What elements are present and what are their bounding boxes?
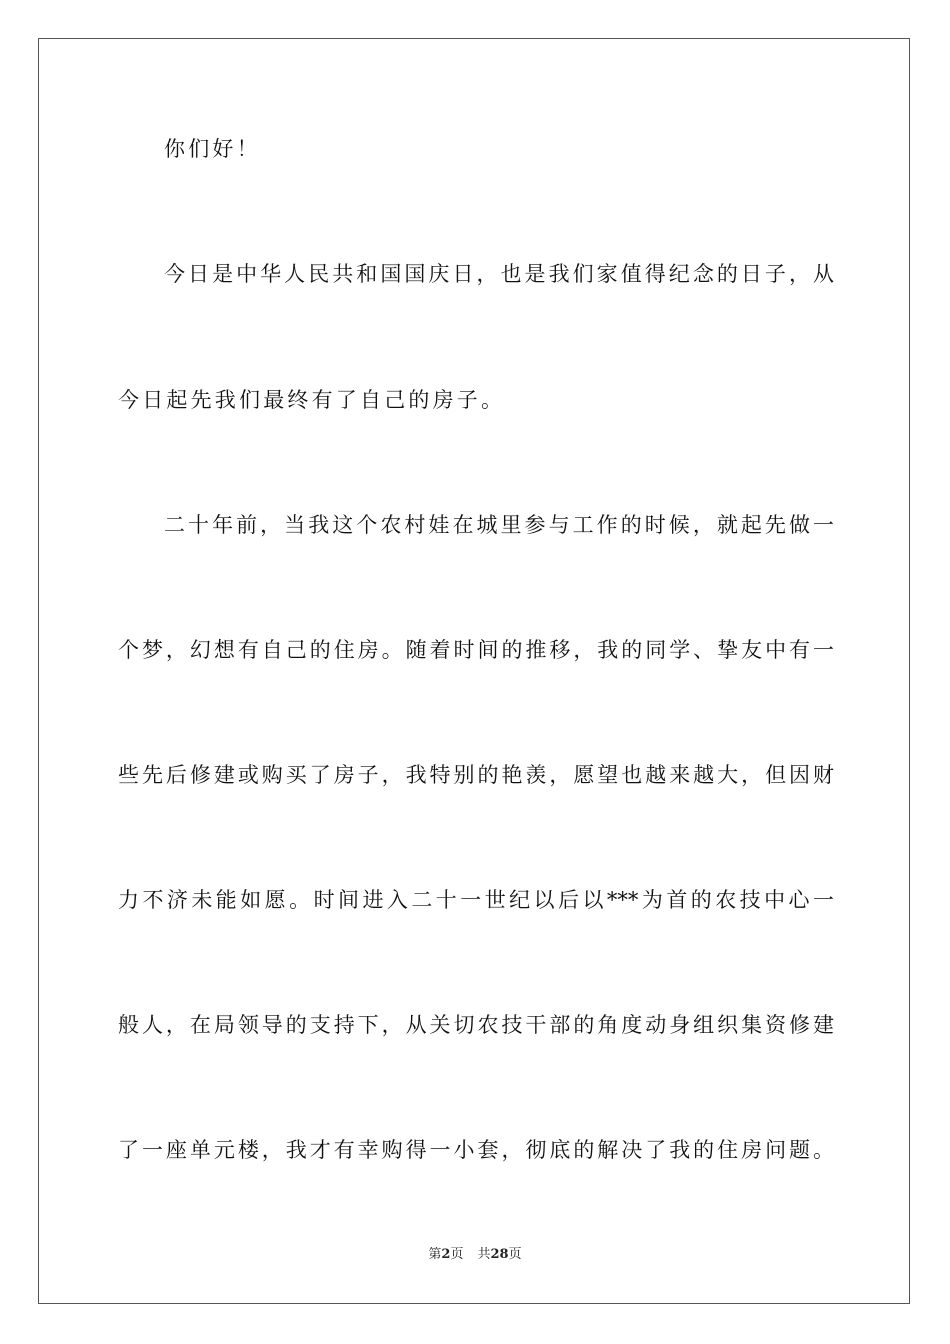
text-line-1: 你们好！: [164, 137, 261, 161]
text-line-9: 了一座单元楼，我才有幸购得一小套，彻底的解决了我的住房问题。: [118, 1138, 834, 1162]
footer-total-suffix: 页: [508, 1247, 522, 1262]
footer-total-pages: 28: [490, 1247, 509, 1262]
text-line-6: 些先后修建或购买了房子，我特别的艳羡，愿望也越来越大，但因财: [118, 763, 834, 787]
footer-page-prefix: 第: [428, 1247, 442, 1262]
text-line-4: 二十年前，当我这个农村娃在城里参与工作的时候，就起先做一: [164, 513, 834, 537]
text-line-2: 今日是中华人民共和国国庆日，也是我们家值得纪念的日子，从: [164, 262, 834, 286]
footer-page-number: 2: [441, 1247, 451, 1262]
footer-page-suffix: 页: [450, 1247, 464, 1262]
page-footer: [0, 1246, 950, 1264]
footer-total-prefix: 共: [477, 1247, 491, 1262]
page-frame: [38, 38, 910, 1304]
text-line-7: 力不济未能如愿。时间进入二十一世纪以后以***为首的农技中心一: [118, 888, 834, 912]
text-line-8: 般人，在局领导的支持下，从关切农技干部的角度动身组织集资修建: [118, 1013, 834, 1037]
text-line-5: 个梦，幻想有自己的住房。随着时间的推移，我的同学、挚友中有一: [118, 638, 834, 662]
text-line-3: 今日起先我们最终有了自己的房子。: [118, 388, 506, 412]
